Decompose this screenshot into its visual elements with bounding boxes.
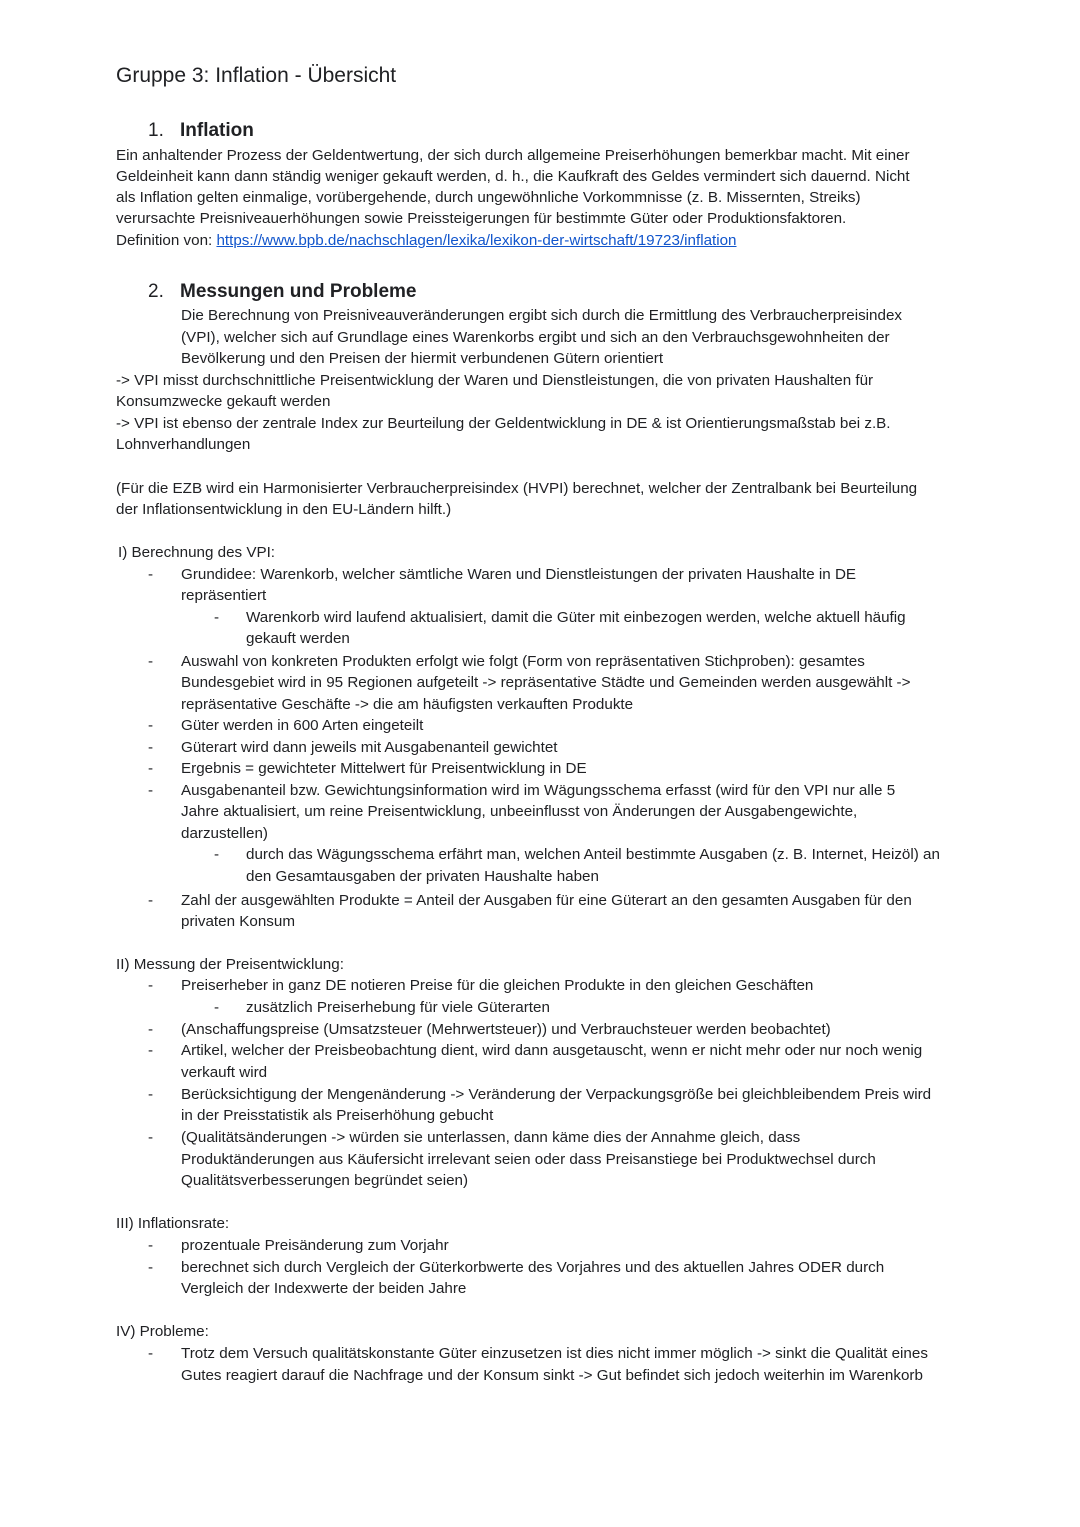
- bullet-text: Zahl der ausgewählten Produkte = Anteil der Ausgaben für eine Güterart an den gesamten Ausgaben für den: [181, 892, 912, 909]
- text-line: Geldeinheit kann dann ständig weniger gekauft werden, d. h., die Kaufkraft des Geldes vermindert sich dauernd. Nicht: [116, 168, 910, 185]
- sub-bullet-dash: -: [214, 846, 220, 863]
- text-line: Konsumzwecke gekauft werden: [116, 393, 331, 410]
- definition-line: [116, 230, 737, 252]
- section-number: 2.: [148, 281, 164, 302]
- bullet-text: verkauft wird: [181, 1064, 268, 1081]
- bullet-dash: -: [148, 1345, 154, 1362]
- bullet-dash: -: [148, 1086, 154, 1103]
- subsection-heading: III) Inflationsrate:: [116, 1215, 230, 1232]
- subsection-heading: IV) Probleme:: [116, 1323, 209, 1340]
- document-title: Gruppe 3: Inflation - Übersicht: [116, 64, 397, 87]
- bullet-text: Vergleich der Indexwerte der beiden Jahre: [181, 1280, 467, 1297]
- sub-bullet-text: gekauft werden: [246, 630, 350, 647]
- definition-prefix: Definition von:: [116, 232, 217, 249]
- bullet-text: prozentuale Preisänderung zum Vorjahr: [181, 1237, 449, 1254]
- bullet-text: (Qualitätsänderungen -> würden sie unterlassen, dann käme dies der Annahme gleich, dass: [181, 1129, 801, 1146]
- bullet-text: Bundesgebiet wird in 95 Regionen aufgeteilt -> repräsentative Städte und Gemeinden werden ausgewählt ->: [181, 674, 911, 691]
- bullet-text: Jahre aktualisiert, um reine Preisentwicklung, unbeeinflusst von Änderungen der Ausgabengewichte,: [181, 803, 858, 820]
- bullet-text: Gutes reagiert darauf die Nachfrage und der Konsum sinkt -> Gut befindet sich jedoch weiterhin im Warenkorb: [181, 1367, 923, 1384]
- bullet-dash: -: [148, 1021, 154, 1038]
- bullet-text: Preiserheber in ganz DE notieren Preise für die gleichen Produkte in den gleichen Geschäften: [181, 977, 814, 994]
- text-line: -> VPI misst durchschnittliche Preisentwicklung der Waren und Dienstleistungen, die von privaten Haushalten für: [116, 372, 874, 389]
- text-line: Ein anhaltender Prozess der Geldentwertung, der sich durch allgemeine Preiserhöhungen bemerkbar macht. Mit einer: [116, 147, 910, 164]
- sub-bullet-text: durch das Wägungsschema erfährt man, welchen Anteil bestimmte Ausgaben (z. B. Internet, Heizöl) an: [246, 846, 940, 863]
- bullet-text: Grundidee: Warenkorb, welcher sämtliche Waren und Dienstleistungen der privaten Haushalte in DE: [181, 566, 857, 583]
- bullet-dash: -: [148, 566, 154, 583]
- bullet-dash: -: [148, 760, 154, 777]
- definition-link[interactable]: https://www.bpb.de/nachschlagen/lexika/lexikon-der-wirtschaft/19723/inflation: [216, 232, 737, 249]
- section-heading-inflation: [148, 119, 254, 143]
- section-title: Inflation: [180, 120, 254, 141]
- text-line: der Inflationsentwicklung in den EU-Ländern hilft.): [116, 501, 452, 518]
- text-line: (Für die EZB wird ein Harmonisierter Verbraucherpreisindex (HVPI) berechnet, welcher der Zentralbank bei Beurteilung: [116, 480, 918, 497]
- text-line: Lohnverhandlungen: [116, 436, 251, 453]
- text-line: (VPI), welcher sich auf Grundlage eines Warenkorbs ergibt und sich an den Verbrauchsgewohnheiten der: [181, 329, 890, 346]
- sub-bullet-text: den Gesamtausgaben der privaten Haushalte haben: [246, 868, 599, 885]
- bullet-text: repräsentative Geschäfte -> die am häufigsten verkauften Produkte: [181, 696, 634, 713]
- bullet-dash: -: [148, 977, 154, 994]
- bullet-text: repräsentiert: [181, 587, 267, 604]
- bullet-text: Güter werden in 600 Arten eingeteilt: [181, 717, 424, 734]
- bullet-text: Ausgabenanteil bzw. Gewichtungsinformation wird im Wägungsschema erfasst (wird für den VPI nur alle 5: [181, 782, 896, 799]
- bullet-text: Ergebnis = gewichteter Mittelwert für Preisentwicklung in DE: [181, 760, 587, 777]
- bullet-dash: -: [148, 782, 154, 799]
- subsection-heading: II) Messung der Preisentwicklung:: [116, 956, 344, 973]
- text-line: -> VPI ist ebenso der zentrale Index zur Beurteilung der Geldentwicklung in DE & ist Orientierungsmaßstab bei z.B.: [116, 415, 891, 432]
- sub-bullet-dash: -: [214, 609, 220, 626]
- bullet-dash: -: [148, 717, 154, 734]
- sub-bullet-text: zusätzlich Preiserhebung für viele Güterarten: [246, 999, 550, 1016]
- subsection-heading: I) Berechnung des VPI:: [118, 544, 276, 561]
- bullet-text: Auswahl von konkreten Produkten erfolgt wie folgt (Form von repräsentativen Stichproben): gesamtes: [181, 653, 865, 670]
- sub-bullet-text: Warenkorb wird laufend aktualisiert, damit die Güter mit einbezogen werden, welche aktuell häufig: [246, 609, 906, 626]
- bullet-text: privaten Konsum: [181, 913, 295, 930]
- bullet-dash: -: [148, 1259, 154, 1276]
- text-line: als Inflation gelten einmalige, vorübergehende, durch ungewöhnliche Vorkommnisse (z. B. Missernten, Streiks): [116, 189, 861, 206]
- bullet-text: Berücksichtigung der Mengenänderung -> Veränderung der Verpackungsgröße bei gleichbleibendem Preis wird: [181, 1086, 932, 1103]
- bullet-text: Produktänderungen aus Käufersicht irrelevant seien oder dass Preisanstiege bei Produktwechsel durch: [181, 1151, 876, 1168]
- bullet-dash: -: [148, 892, 154, 909]
- bullet-dash: -: [148, 739, 154, 756]
- text-line: Bevölkerung und den Preisen der hiermit verbundenen Gütern orientiert: [181, 350, 664, 367]
- bullet-text: Güterart wird dann jeweils mit Ausgabenanteil gewichtet: [181, 739, 558, 756]
- section-title: Messungen und Probleme: [180, 281, 417, 302]
- bullet-dash: -: [148, 653, 154, 670]
- bullet-dash: -: [148, 1129, 154, 1146]
- bullet-text: Qualitätsverbesserungen begründet seien): [181, 1172, 469, 1189]
- bullet-text: Artikel, welcher der Preisbeobachtung dient, wird dann ausgetauscht, wenn er nicht mehr oder nur noch wenig: [181, 1042, 923, 1059]
- section-number: 1.: [148, 120, 164, 141]
- bullet-text: Trotz dem Versuch qualitätskonstante Güter einzusetzen ist dies nicht immer möglich -> sinkt die Qualität eines: [181, 1345, 928, 1362]
- sub-bullet-dash: -: [214, 999, 220, 1016]
- bullet-text: (Anschaffungspreise (Umsatzsteuer (Mehrwertsteuer)) und Verbrauchsteuer werden beobachtet): [181, 1021, 831, 1038]
- text-line: verursachte Preisniveauerhöhungen sowie Preissteigerungen für bestimmte Güter oder Produktionsfaktoren.: [116, 210, 847, 227]
- bullet-dash: -: [148, 1042, 154, 1059]
- bullet-text: in der Preisstatistik als Preiserhöhung gebucht: [181, 1107, 494, 1124]
- section-heading-messungen: [148, 280, 416, 304]
- bullet-dash: -: [148, 1237, 154, 1254]
- bullet-text: darzustellen): [181, 825, 268, 842]
- text-line: Die Berechnung von Preisniveauveränderungen ergibt sich durch die Ermittlung des Verbraucherpreisindex: [181, 307, 902, 324]
- bullet-text: berechnet sich durch Vergleich der Güterkorbwerte des Vorjahres und des aktuellen Jahres ODER durch: [181, 1259, 885, 1276]
